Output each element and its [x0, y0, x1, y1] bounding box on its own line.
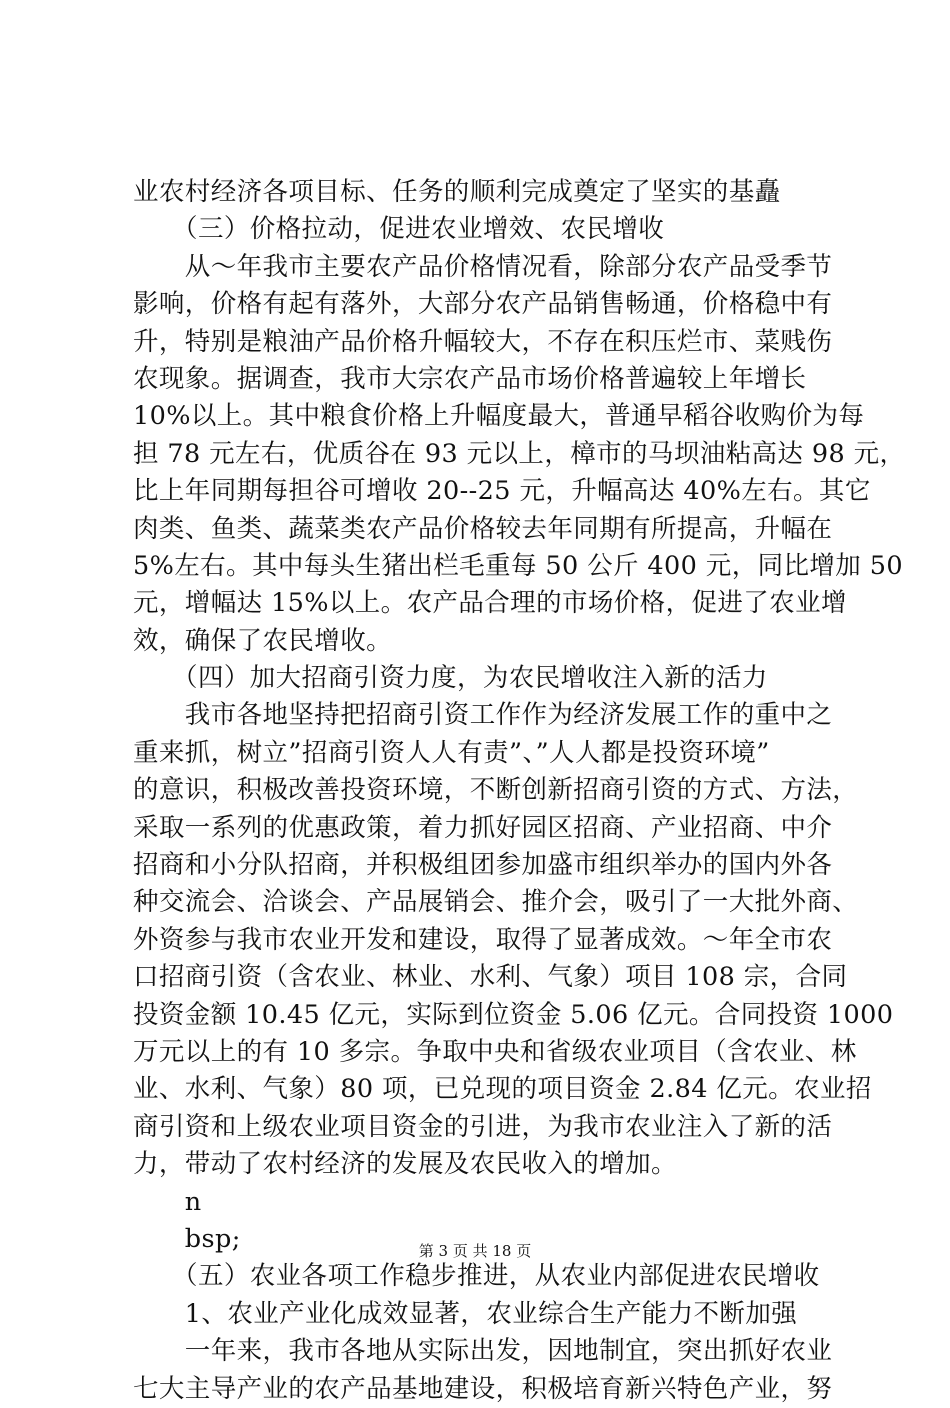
text-line: 的意识，积极改善投资环境，不断创新招商引资的方式、方法，	[133, 775, 859, 806]
text-line: 1、农业产业化成效显著，农业综合生产能力不断加强	[133, 1298, 798, 1329]
text-line: 比上年同期每担谷可增收 20--25 元，升幅高达 40%左右。其它	[133, 476, 871, 507]
text-line: 从～年我市主要农产品价格情况看，除部分农产品受季节	[133, 251, 833, 282]
text-line: 外资参与我市农业开发和建设，取得了显著成效。～年全市农	[133, 924, 833, 955]
text-line: 担 78 元左右，优质谷在 93 元以上，樟市的马坝油粘高达 98 元，	[133, 438, 906, 469]
text-line: 七大主导产业的农产品基地建设，积极培育新兴特色产业，努	[133, 1373, 833, 1404]
text-line: 招商和小分队招商，并积极组团参加盛市组织举办的国内外各	[133, 850, 833, 881]
text-line: 10%以上。其中粮食价格上升幅度最大，普通早稻谷收购价为每	[133, 401, 865, 432]
text-line: 5%左右。其中每头生猪出栏毛重每 50 公斤 400 元，同比增加 50	[133, 550, 903, 581]
text-line: bsp;	[133, 1223, 241, 1254]
text-line: 效，确保了农民增收。	[133, 625, 393, 656]
page-footer: 第 3 页 共 18 页	[418, 1242, 532, 1260]
text-line: 业农村经济各项目标、任务的顺利完成奠定了坚实的基矗	[133, 177, 781, 207]
text-line: 种交流会、洽谈会、产品展销会、推介会，吸引了一大批外商、	[133, 887, 859, 918]
text-line: 投资金额 10.45 亿元，实际到位资金 5.06 亿元。合同投资 1000	[133, 999, 894, 1030]
document-body	[133, 174, 906, 1408]
text-line: 重来抓，树立”招商引资人人有责”、”人人都是投资环境”	[133, 737, 770, 768]
text-line: 业、水利、气象）80 项，已兑现的项目资金 2.84 亿元。农业招	[133, 1074, 872, 1105]
text-line: 采取一系列的优惠政策，着力抓好园区招商、产业招商、中介	[133, 812, 833, 843]
text-line: 口招商引资（含农业、林业、水利、气象）项目 108 宗，合同	[133, 962, 848, 993]
text-line: 一年来，我市各地从实际出发，因地制宜，突出抓好农业	[133, 1336, 833, 1367]
text-line: （五）农业各项工作稳步推进，从农业内部促进农民增收	[133, 1261, 820, 1292]
text-line: 力，带动了农村经济的发展及农民收入的增加。	[133, 1149, 677, 1180]
text-line: 元，增幅达 15%以上。农产品合理的市场价格，促进了农业增	[133, 588, 847, 619]
text-line: 商引资和上级农业项目资金的引进，为我市农业注入了新的活	[133, 1111, 833, 1142]
text-line: 我市各地坚持把招商引资工作作为经济发展工作的重中之	[133, 700, 833, 731]
text-line: 升，特别是粮油产品价格升幅较大，不存在积压烂市、菜贱伤	[133, 326, 833, 357]
text-line: 万元以上的有 10 多宗。争取中央和省级农业项目（含农业、林	[133, 1036, 857, 1067]
text-line: 农现象。据调查，我市大宗农产品市场价格普遍较上年增长	[133, 363, 807, 394]
text-line: n	[133, 1186, 202, 1217]
text-line: （四）加大招商引资力度，为农民增收注入新的活力	[133, 663, 768, 694]
text-line: 影响，价格有起有落外，大部分农产品销售畅通，价格稳中有	[133, 289, 833, 320]
text-line: （三）价格拉动，促进农业增效、农民增收	[133, 214, 665, 245]
text-line: 肉类、鱼类、蔬菜类农产品价格较去年同期有所提高，升幅在	[133, 513, 833, 544]
